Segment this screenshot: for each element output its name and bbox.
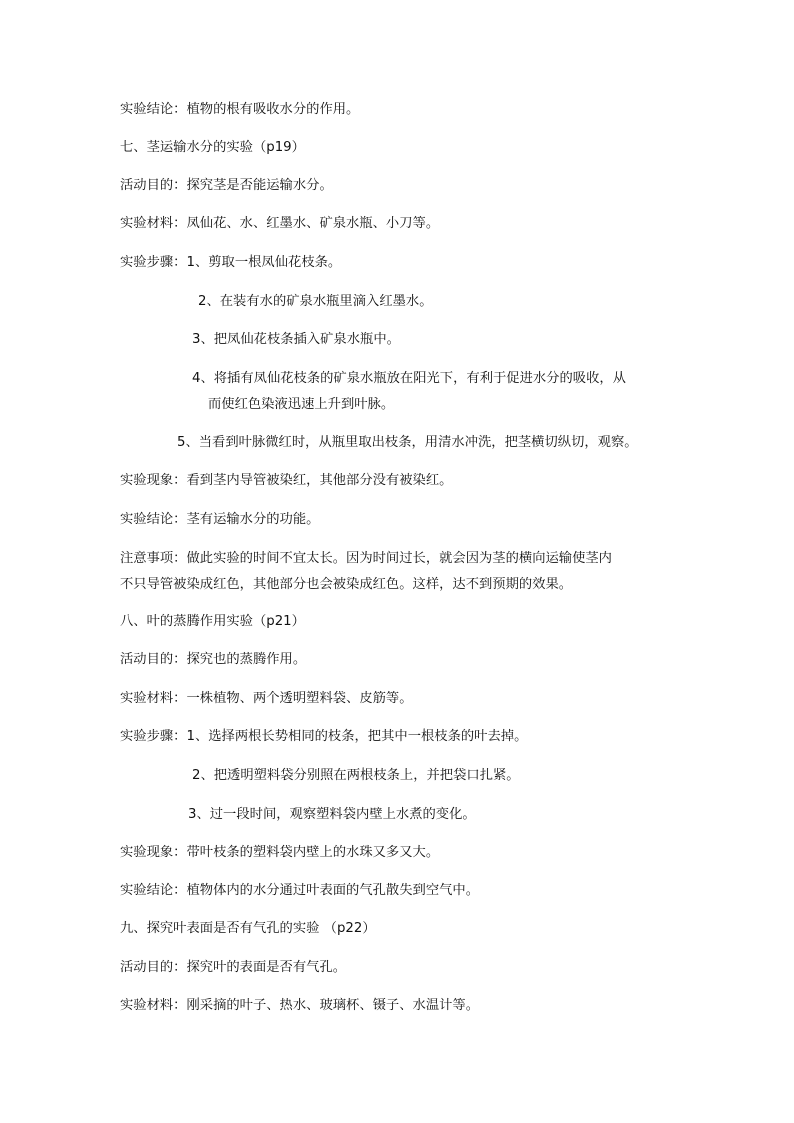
- step-line-continued: 而使红色染液迅速上升到叶脉。: [208, 397, 395, 412]
- text-line: 活动目的：探究叶的表面是否有气孔。: [120, 960, 347, 975]
- section-heading: 八、叶的蒸腾作用实验（p21）: [120, 614, 305, 629]
- section-heading: 九、探究叶表面是否有气孔的实验 （p22）: [120, 921, 376, 936]
- step-line: 3、过一段时间，观察塑料袋内壁上水煮的变化。: [188, 807, 476, 822]
- text-line: 实验现象：带叶枝条的塑料袋内壁上的水珠又多又大。: [120, 845, 440, 860]
- text-line: 活动目的：探究也的蒸腾作用。: [120, 652, 307, 667]
- step-line: 2、在装有水的矿泉水瓶里滴入红墨水。: [198, 294, 433, 309]
- step-line: 5、当看到叶脉微红时，从瓶里取出枝条，用清水冲洗，把茎横切纵切，观察。: [177, 435, 638, 450]
- text-line: 活动目的：探究茎是否能运输水分。: [120, 178, 333, 193]
- text-line: 注意事项：做此实验的时间不宜太长。因为时间过长，就会因为茎的横向运输使茎内: [120, 551, 612, 566]
- text-line: 实验结论：植物体内的水分通过叶表面的气孔散失到空气中。: [120, 883, 480, 898]
- section-heading: 七、茎运输水分的实验（p19）: [120, 140, 305, 155]
- text-line: 实验材料：刚采摘的叶子、热水、玻璃杯、镊子、水温计等。: [120, 998, 480, 1013]
- text-line: 实验结论：植物的根有吸收水分的作用。: [120, 102, 360, 117]
- text-line: 实验结论：茎有运输水分的功能。: [120, 512, 320, 527]
- step-line: 3、把凤仙花枝条插入矿泉水瓶中。: [192, 332, 400, 347]
- step-line: 4、将插有凤仙花枝条的矿泉水瓶放在阳光下，有利于促进水分的吸收，从: [192, 371, 626, 386]
- text-line: 实验材料：凤仙花、水、红墨水、矿泉水瓶、小刀等。: [120, 216, 440, 231]
- text-line: 实验步骤：1、剪取一根凤仙花枝条。: [120, 255, 342, 270]
- step-line: 2、把透明塑料袋分别照在两根枝条上，并把袋口扎紧。: [192, 768, 520, 783]
- text-line: 实验材料：一株植物、两个透明塑料袋、皮筋等。: [120, 691, 413, 706]
- text-line: 实验步骤：1、选择两根长势相同的枝条，把其中一根枝条的叶去掉。: [120, 729, 528, 744]
- text-line: 实验现象：看到茎内导管被染红，其他部分没有被染红。: [120, 473, 453, 488]
- text-line-continued: 不只导管被染成红色，其他部分也会被染成红色。这样，达不到预期的效果。: [120, 577, 573, 592]
